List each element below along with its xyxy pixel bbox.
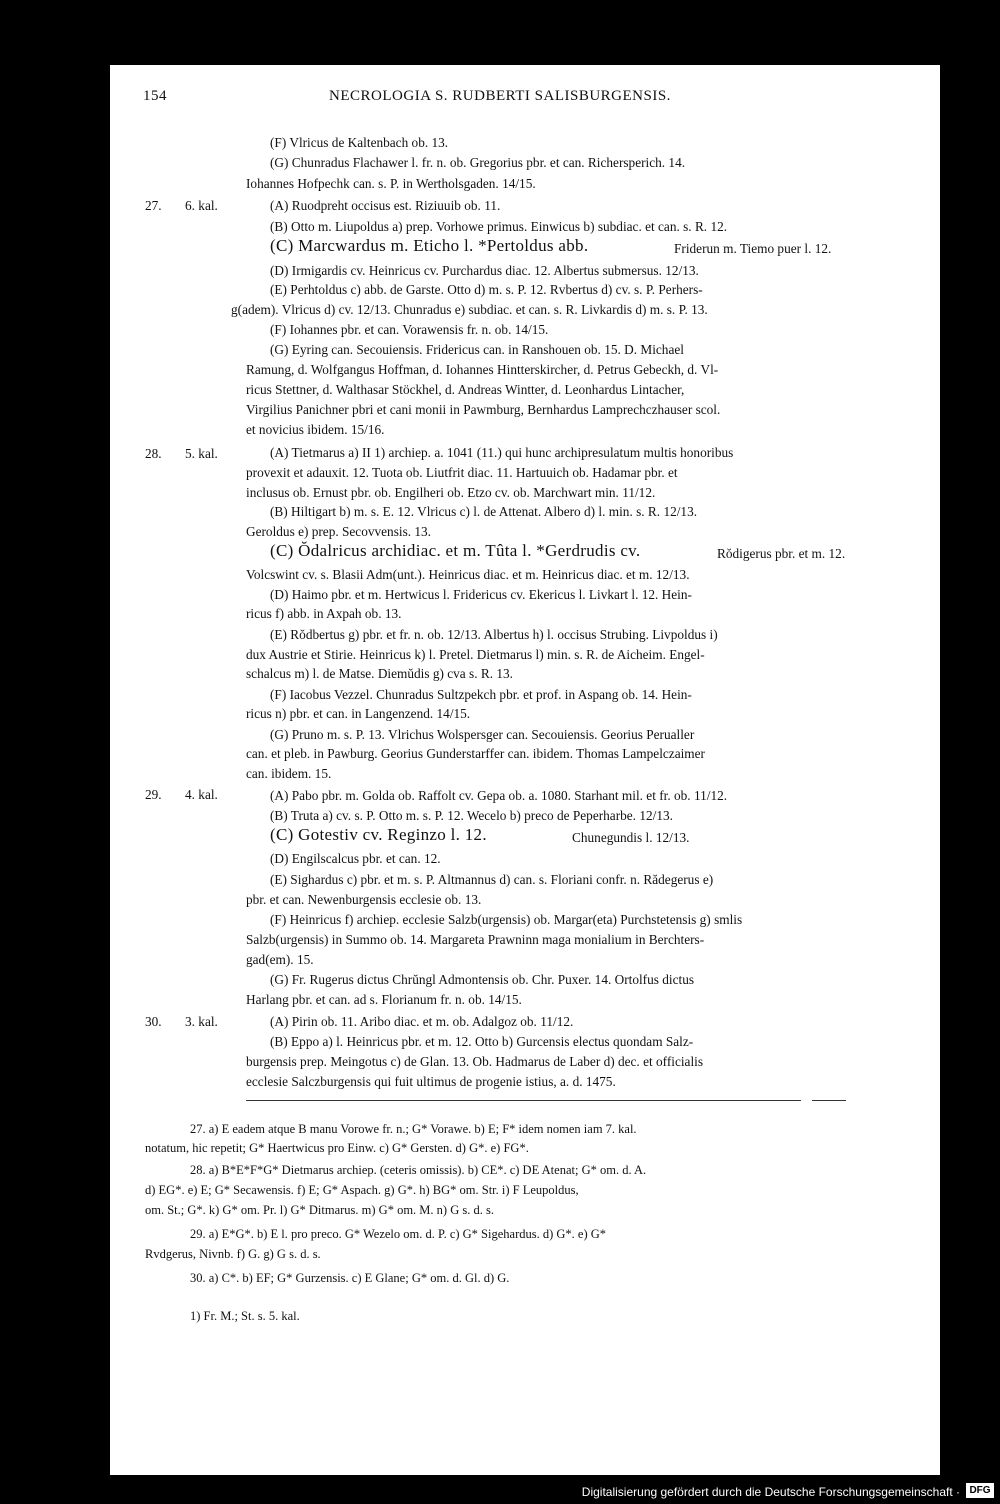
day-kalends: 3. kal. <box>185 1014 218 1029</box>
entry-line: Friderun m. Tiemo puer l. 12. <box>674 241 832 256</box>
entry-line: ecclesie Salczburgensis qui fuit ultimus de progenie istius, a. d. 1475. <box>246 1074 616 1089</box>
entry-line: (G) Fr. Rugerus dictus Chrŭngl Admontensis ob. Chr. Puxer. 14. Ortolfus dictus <box>270 972 695 987</box>
entry-line-emphasis: (C) Gotestiv cv. Reginzo l. 12. <box>270 825 487 844</box>
entry-line: Harlang pbr. et can. ad s. Florianum fr. n. ob. 14/15. <box>246 992 522 1007</box>
entry-line: (A) Pabo pbr. m. Golda ob. Raffolt cv. Gepa ob. a. 1080. Starhant mil. et fr. ob. 11/12. <box>270 788 728 803</box>
page-title: NECROLOGIA S. RUDBERTI SALISBURGENSIS. <box>329 88 671 104</box>
entry-line: (A) Ruodpreht occisus est. Riziuuib ob. 11. <box>270 198 501 213</box>
footnote-line: om. St.; G*. k) G* om. Pr. l) G* Ditmarus. m) G* om. M. n) G s. d. s. <box>145 1203 494 1217</box>
footnote-line: d) EG*. e) E; G* Secawensis. f) E; G* Aspach. g) G*. h) BG* om. Str. i) F Leupoldus, <box>145 1183 579 1197</box>
entry-line: Virgilius Panichner pbri et cani monii in Pawmburg, Bernhardus Lamprechczhauser scol. <box>246 402 721 417</box>
entry-line: (B) Truta a) cv. s. P. Otto m. s. P. 12. Wecelo b) preco de Peperharbe. 12/13. <box>270 808 673 823</box>
entry-line: (F) Iacobus Vezzel. Chunradus Sultzpekch pbr. et prof. in Aspang ob. 14. Hein- <box>270 687 692 702</box>
entry-line: (F) Heinricus f) archiep. ecclesie Salzb(urgensis) ob. Margar(eta) Purchstetensis g) smlis <box>270 912 743 927</box>
entry-line: can. et pleb. in Pawburg. Georius Gunderstarffer can. ibidem. Thomas Lampelczaimer <box>246 746 705 761</box>
entry-line: can. ibidem. 15. <box>246 766 332 781</box>
entry-line: burgensis prep. Meingotus c) de Glan. 13. Ob. Hadmarus de Laber d) dec. et officialis <box>246 1054 704 1069</box>
entry-line: (A) Tietmarus a) II 1) archiep. a. 1041 (11.) qui hunc archipresulatum multis honoribus <box>270 445 734 460</box>
entry-line: (B) Hiltigart b) m. s. E. 12. Vlricus c) l. de Attenat. Albero d) l. min. s. R. 12/13. <box>270 504 698 519</box>
dfg-logo: DFG <box>966 1483 994 1498</box>
entry-line: pbr. et can. Newenburgensis ecclesie ob. 13. <box>246 892 482 907</box>
entry-line-emphasis: (C) Ŏdalricus archidiac. et m. Tûta l. *Gerdrudis cv. <box>270 541 641 560</box>
entry-line: (A) Pirin ob. 11. Aribo diac. et m. ob. Adalgoz ob. 11/12. <box>270 1014 574 1029</box>
page-number: 154 <box>143 88 167 104</box>
day-kalends: 4. kal. <box>185 787 218 802</box>
entry-line: inclusus ob. Ernust pbr. ob. Engilheri ob. Etzo cv. ob. Marchwart min. 11/12. <box>246 485 656 500</box>
day-number: 28. <box>145 446 162 461</box>
entry-line: (E) Rŏdbertus g) pbr. et fr. n. ob. 12/13. Albertus h) l. occisus Strubing. Livpoldus i) <box>270 627 718 642</box>
entry-line: schalcus m) l. de Matse. Diemŭdis g) cva s. R. 13. <box>246 666 513 681</box>
entry-line: (D) Irmigardis cv. Heinricus cv. Purchardus diac. 12. Albertus submersus. 12/13. <box>270 263 699 278</box>
day-number: 29. <box>145 787 162 802</box>
entry-line: Iohannes Hofpechk can. s. P. in Wertholsgaden. 14/15. <box>246 176 536 191</box>
footnote-rule <box>246 1100 801 1101</box>
footnote-line: 27. a) E eadem atque B manu Vorowe fr. n.; G* Vorawe. b) E; F* idem nomen iam 7. kal. <box>190 1122 637 1136</box>
day-kalends: 5. kal. <box>185 446 218 461</box>
day-number: 27. <box>145 198 162 213</box>
entry-line: (D) Engilscalcus pbr. et can. 12. <box>270 851 441 866</box>
footnote-line: 1) Fr. M.; St. s. 5. kal. <box>190 1309 300 1323</box>
entry-line-emphasis: (C) Marcwardus m. Eticho l. *Pertoldus abb. <box>270 236 589 255</box>
entry-line: ricus f) abb. in Axpah ob. 13. <box>246 606 402 621</box>
entry-line: (E) Perhtoldus c) abb. de Garste. Otto d) m. s. P. 12. Rvbertus d) cv. s. P. Perhers- <box>270 282 703 297</box>
footnote-line: Rvdgerus, Nivnb. f) G. g) G s. d. s. <box>145 1247 321 1261</box>
funding-footer <box>0 1478 1000 1504</box>
entry-line: (G) Eyring can. Secouiensis. Fridericus can. in Ranshouen ob. 15. D. Michael <box>270 342 684 357</box>
footnote-line: 28. a) B*E*F*G* Dietmarus archiep. (ceteris omissis). b) CE*. c) DE Atenat; G* om. d. A. <box>190 1163 647 1177</box>
entry-line: ricus n) pbr. et can. in Langenzend. 14/15. <box>246 706 471 721</box>
entry-line: g(adem). Vlricus d) cv. 12/13. Chunradus e) subdiac. et can. s. R. Livkardis d) m. s. P. 13. <box>231 302 708 317</box>
day-kalends: 6. kal. <box>185 198 218 213</box>
entry-line: (F) Vlricus de Kaltenbach ob. 13. <box>270 135 449 150</box>
funding-text: Digitalisierung gefördert durch die Deutsche Forschungsgemeinschaft · <box>581 1485 960 1499</box>
footnote-line: 29. a) E*G*. b) E l. pro preco. G* Wezelo om. d. P. c) G* Sigehardus. d) G*. e) G* <box>190 1227 607 1241</box>
entry-line: Volcswint cv. s. Blasii Adm(unt.). Heinricus diac. et m. Heinricus diac. et m. 12/13. <box>246 567 690 582</box>
entry-line: (F) Iohannes pbr. et can. Vorawensis fr. n. ob. 14/15. <box>270 322 549 337</box>
day-number: 30. <box>145 1014 162 1029</box>
entry-line: (G) Pruno m. s. P. 13. Vlrichus Wolspersger can. Secouiensis. Georius Perualler <box>270 727 695 742</box>
entry-line: (D) Haimo pbr. et m. Hertwicus l. Fridericus cv. Ekericus l. Livkart l. 12. Hein- <box>270 587 692 602</box>
entry-line: (B) Eppo a) l. Heinricus pbr. et m. 12. Otto b) Gurcensis electus quondam Salz- <box>270 1034 694 1049</box>
entry-line: Rŏdigerus pbr. et m. 12. <box>717 546 846 561</box>
entry-line: provexit et adauxit. 12. Tuota ob. Liutfrit diac. 11. Hartuuich ob. Hadamar pbr. et <box>246 465 678 480</box>
entry-line: Salzb(urgensis) in Summo ob. 14. Margareta Prawninn maga monialium in Berchters- <box>246 932 705 947</box>
entry-line: (G) Chunradus Flachawer l. fr. n. ob. Gregorius pbr. et can. Richersperich. 14. <box>270 155 686 170</box>
entry-line: Chunegundis l. 12/13. <box>572 830 690 845</box>
entry-line: (B) Otto m. Liupoldus a) prep. Vorhowe primus. Einwicus b) subdiac. et can. s. R. 12. <box>270 219 728 234</box>
entry-line: dux Austrie et Stirie. Heinricus k) l. Pretel. Dietmarus l) min. s. R. de Aicheim. Engel- <box>246 647 705 662</box>
entry-line: Geroldus e) prep. Secovvensis. 13. <box>246 524 432 539</box>
entry-line: ricus Stettner, d. Walthasar Stöckhel, d. Andreas Wintter, d. Leonhardus Lintacher, <box>246 382 685 397</box>
entry-line: (E) Sighardus c) pbr. et m. s. P. Altmannus d) can. s. Floriani confr. n. Rădegerus e) <box>270 872 714 887</box>
footnote-line: notatum, hic repetit; G* Haertwicus pro Einw. c) G* Gersten. d) G*. e) FG*. <box>145 1141 529 1155</box>
entry-line: Ramung, d. Wolfgangus Hoffman, d. Iohannes Hintterskircher, d. Petrus Gebeckh, d. Vl- <box>246 362 719 377</box>
footnote-line: 30. a) C*. b) EF; G* Gurzensis. c) E Glane; G* om. d. Gl. d) G. <box>190 1271 510 1285</box>
entry-line: et novicius ibidem. 15/16. <box>246 422 385 437</box>
footnote-rule <box>812 1100 846 1101</box>
entry-line: gad(em). 15. <box>246 952 314 967</box>
